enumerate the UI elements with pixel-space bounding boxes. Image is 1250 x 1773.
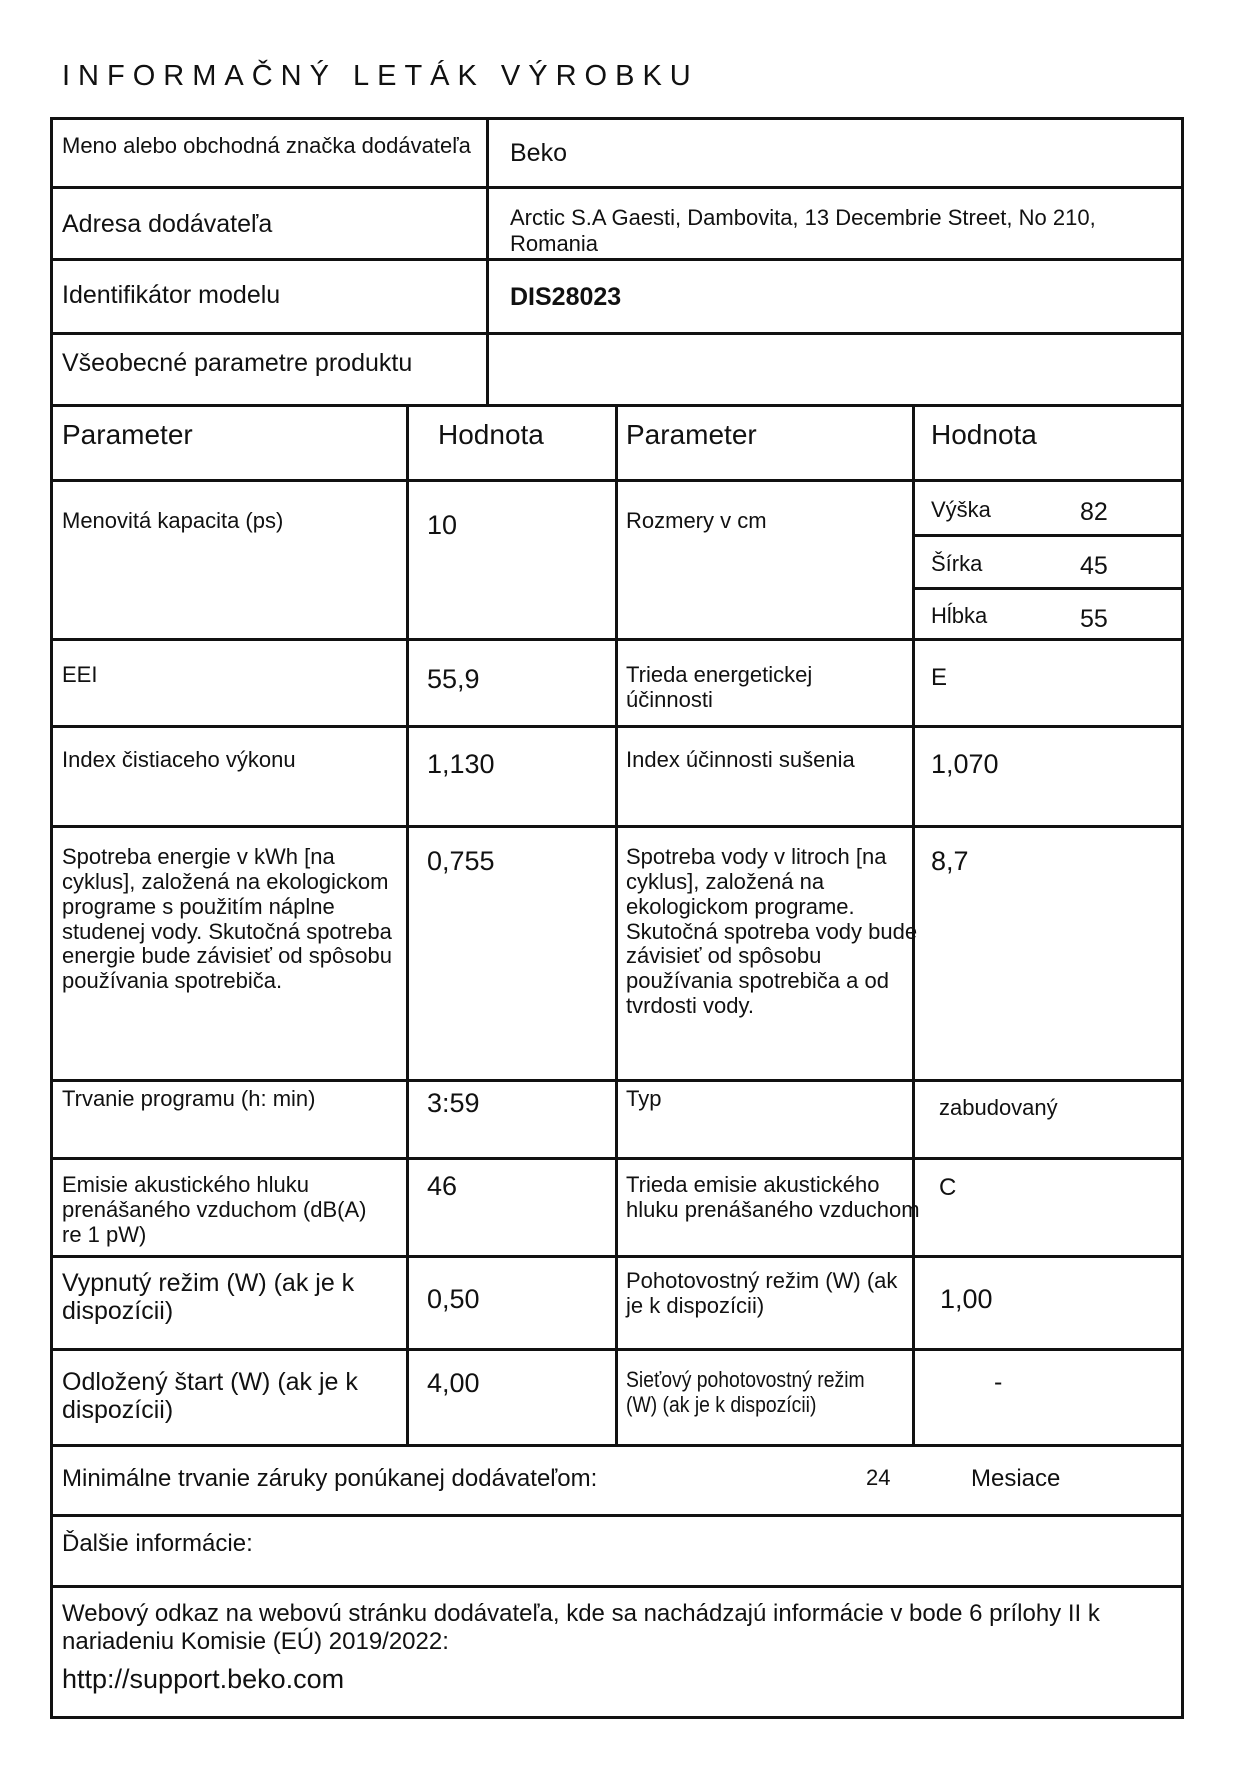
supplier-name-value: Beko xyxy=(510,139,567,167)
capacity-label: Menovitá kapacita (ps) xyxy=(62,508,284,533)
row-divider xyxy=(50,1514,1184,1517)
general-parameters-label: Všeobecné parametre produktu xyxy=(62,349,413,377)
capacity-value: 10 xyxy=(427,510,458,540)
supplier-column-divider xyxy=(486,117,489,404)
header-value-right: Hodnota xyxy=(931,419,1037,450)
program-duration-label: Trvanie programu (h: min) xyxy=(62,1086,316,1111)
type-label: Typ xyxy=(626,1086,662,1111)
standby-mode-value: 1,00 xyxy=(940,1284,993,1314)
cleaning-index-value: 1,130 xyxy=(427,749,495,779)
warranty-label: Minimálne trvanie záruky ponúkanej dodávateľom: xyxy=(62,1465,598,1492)
table-border-left xyxy=(50,117,53,1719)
additional-info-label: Ďalšie informácie: xyxy=(62,1530,253,1557)
table-border-bottom xyxy=(50,1716,1184,1719)
height-label: Výška xyxy=(931,497,991,522)
row-divider xyxy=(50,258,1184,261)
supplier-address-label: Adresa dodávateľa xyxy=(62,210,273,238)
dimension-divider xyxy=(915,587,1184,590)
off-mode-value: 0,50 xyxy=(427,1284,480,1314)
width-value: 45 xyxy=(1080,552,1108,580)
cleaning-index-label: Index čistiaceho výkonu xyxy=(62,747,296,772)
row-divider xyxy=(50,1444,1184,1447)
delay-start-value: 4,00 xyxy=(427,1368,480,1398)
standby-mode-label: Pohotovostný režim (W) (ak je k dispozícii) xyxy=(626,1268,898,1318)
energy-consumption-label: Spotreba energie v kWh [na cyklus], založená na ekologickom programe s použitím náplne studenej vody. Skutočná spotreba energie bude závisieť od spôsobu používania spotrebiča. xyxy=(62,844,392,994)
row-divider xyxy=(50,1585,1184,1588)
depth-value: 55 xyxy=(1080,605,1108,633)
energy-consumption-value: 0,755 xyxy=(427,846,495,876)
width-label: Šírka xyxy=(931,551,983,576)
depth-label: Hĺbka xyxy=(931,603,988,628)
row-divider xyxy=(50,186,1184,189)
off-mode-label: Vypnutý režim (W) (ak je k dispozícii) xyxy=(62,1269,355,1326)
supplier-name-label: Meno alebo obchodná značka dodávateľa xyxy=(62,133,471,158)
drying-index-label: Index účinnosti sušenia xyxy=(626,747,855,772)
warranty-unit: Mesiace xyxy=(971,1465,1061,1492)
network-standby-label: Sieťový pohotovostný režim (W) (ak je k dispozícii) xyxy=(626,1367,865,1417)
header-parameter-right: Parameter xyxy=(626,419,757,450)
dimension-divider xyxy=(915,534,1184,537)
model-label: Identifikátor modelu xyxy=(62,281,281,309)
type-value: zabudovaný xyxy=(939,1095,1058,1120)
dimensions-label: Rozmery v cm xyxy=(626,508,767,533)
noise-emission-value: 46 xyxy=(427,1171,458,1201)
weblink-url[interactable]: http://support.beko.com xyxy=(62,1664,345,1694)
noise-class-value: C xyxy=(939,1174,957,1201)
delay-start-label: Odložený štart (W) (ak je k dispozícii) xyxy=(62,1368,358,1425)
header-parameter-left: Parameter xyxy=(62,419,193,450)
energy-class-label: Trieda energetickej účinnosti xyxy=(626,662,813,712)
water-consumption-label: Spotreba vody v litroch [na cyklus], založená na ekologickom programe. Skutočná spotreba vody bude závisieť od spôsobu používania spotrebiča a od tvrdosti vody. xyxy=(626,844,918,1019)
product-info-table xyxy=(50,117,1184,1719)
program-duration-value: 3:59 xyxy=(427,1088,480,1118)
table-border-top xyxy=(50,117,1184,120)
header-value-left: Hodnota xyxy=(438,419,544,450)
row-divider xyxy=(50,332,1184,335)
eei-label: EEI xyxy=(62,662,98,687)
energy-class-value: E xyxy=(931,664,948,691)
supplier-address-value: Arctic S.A Gaesti, Dambovita, 13 Decembrie Street, No 210, Romania xyxy=(510,205,1096,257)
network-standby-value: - xyxy=(994,1368,1003,1396)
water-consumption-value: 8,7 xyxy=(931,846,969,876)
model-value: DIS28023 xyxy=(510,283,622,311)
weblink-label: Webový odkaz na webovú stránku dodávateľa, kde sa nachádzajú informácie v bode 6 prílohy II k nariadeniu Komisie (EÚ) 2019/2022: xyxy=(62,1600,1100,1655)
table-border-right xyxy=(1181,117,1184,1719)
eei-value: 55,9 xyxy=(427,664,480,694)
warranty-value: 24 xyxy=(866,1465,891,1490)
noise-emission-label: Emisie akustického hluku prenášaného vzduchom (dB(A) re 1 pW) xyxy=(62,1172,367,1247)
noise-class-label: Trieda emisie akustického hluku prenášaného vzduchom xyxy=(626,1172,920,1222)
column-divider xyxy=(615,404,618,1444)
document-title: INFORMAČNÝ LETÁK VÝROBKU xyxy=(62,60,699,92)
height-value: 82 xyxy=(1080,498,1108,526)
drying-index-value: 1,070 xyxy=(931,749,999,779)
